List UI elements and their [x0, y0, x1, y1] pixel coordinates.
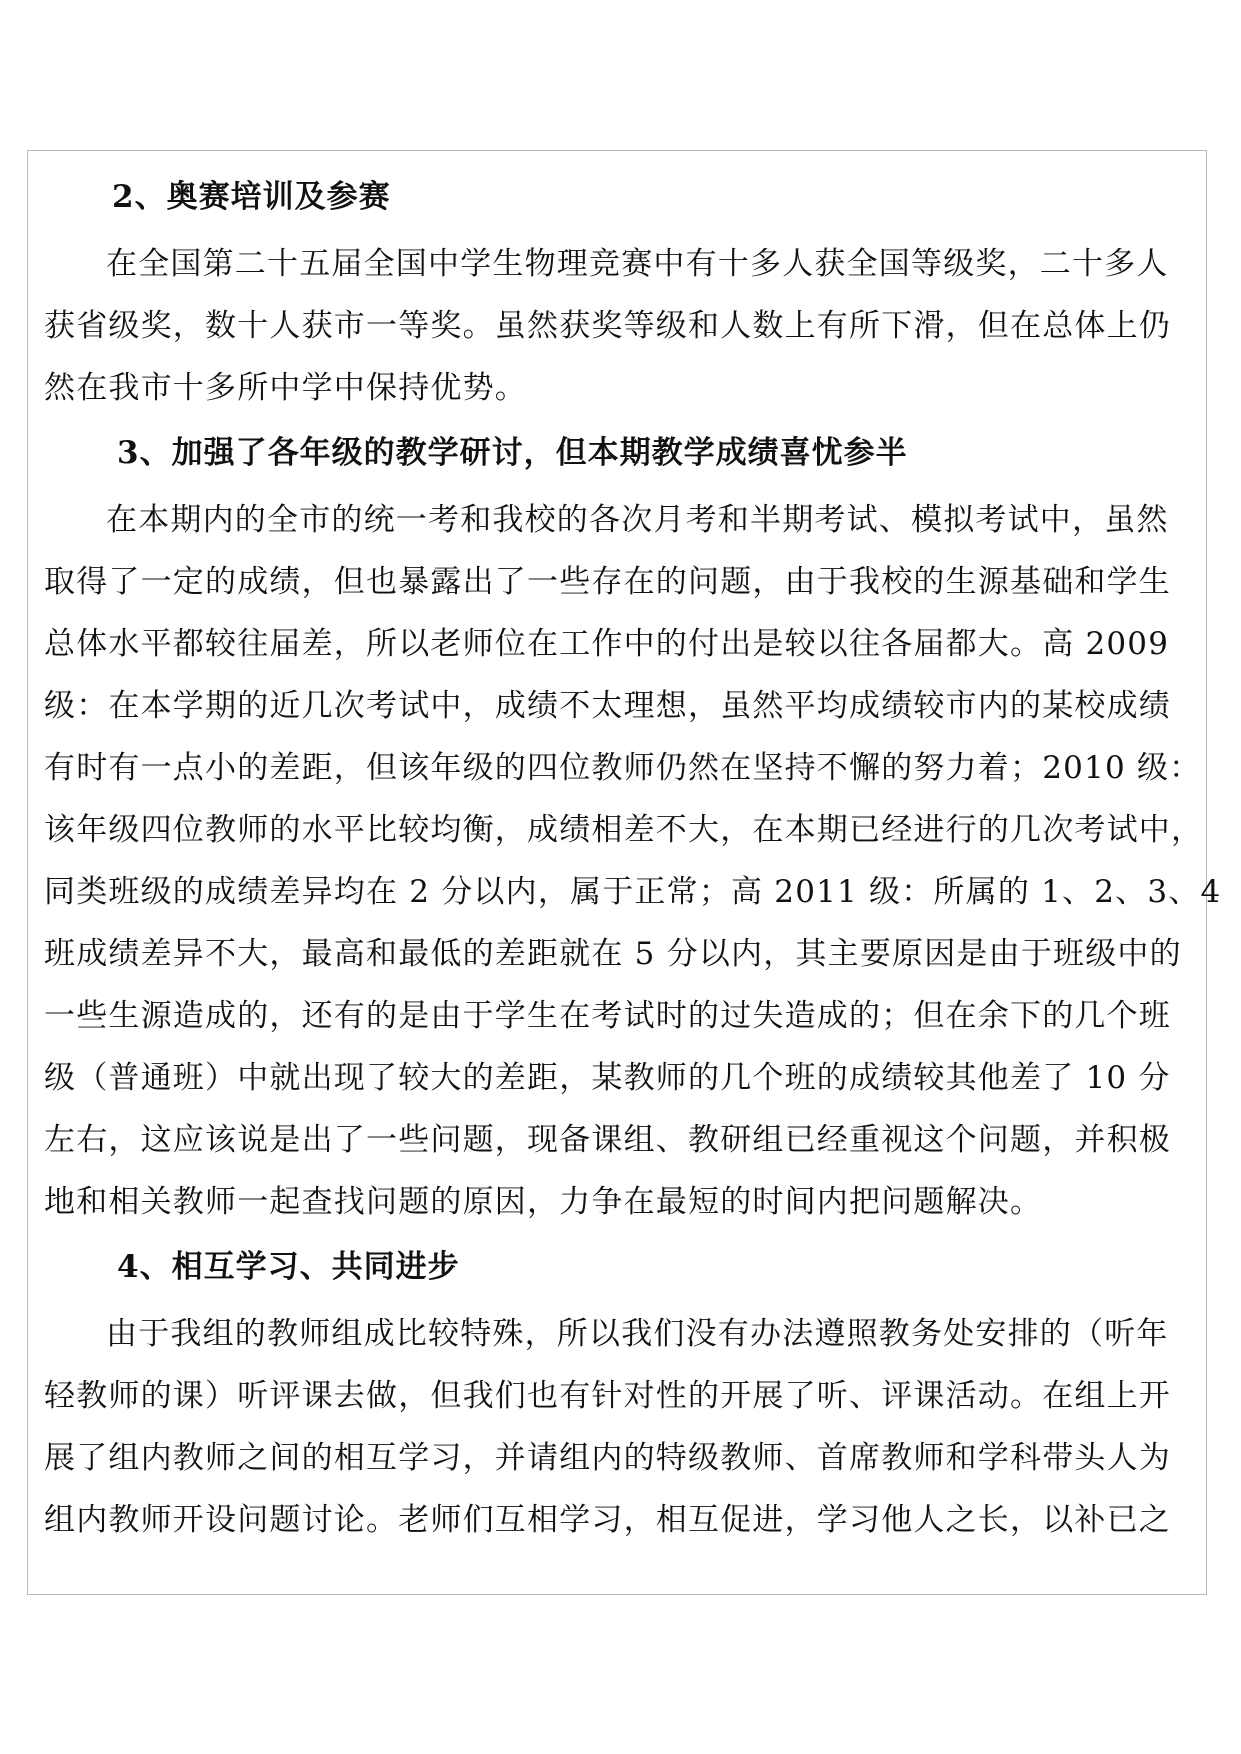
- paragraph-line: 左右，这应该说是出了一些问题，现备课组、教研组已经重视这个问题，并积极: [44, 1122, 1171, 1158]
- paragraph-line: 同类班级的成绩差异均在 2 分以内，属于正常；高 2011 级：所属的 1、2、3、4: [44, 874, 1222, 910]
- paragraph-line: 级：在本学期的近几次考试中，成绩不太理想，虽然平均成绩较市内的某校成绩: [44, 688, 1171, 724]
- paragraph-line: 在全国第二十五届全国中学生物理竞赛中有十多人获全国等级奖，二十多人: [106, 246, 1169, 282]
- paragraph-line: 有时有一点小的差距，但该年级的四位教师仍然在坚持不懈的努力着；2010 级：: [44, 750, 1202, 786]
- section-heading-4: 4、相互学习、共同进步: [117, 1249, 460, 1285]
- paragraph-line: 在本期内的全市的统一考和我校的各次月考和半期考试、模拟考试中，虽然: [106, 502, 1169, 538]
- paragraph-line: 地和相关教师一起查找问题的原因，力争在最短的时间内把问题解决。: [44, 1184, 1043, 1220]
- paragraph-line: 一些生源造成的，还有的是由于学生在考试时的过失造成的；但在余下的几个班: [44, 998, 1171, 1034]
- paragraph-line: 组内教师开设问题讨论。老师们互相学习，相互促进，学习他人之长，以补已之: [44, 1502, 1171, 1538]
- paragraph-line: 然在我市十多所中学中保持优势。: [44, 370, 527, 406]
- paragraph-line: 由于我组的教师组成比较特殊，所以我们没有办法遵照教务处安排的（听年: [106, 1316, 1169, 1352]
- section-heading-2: 2、奥赛培训及参赛: [112, 179, 391, 215]
- paragraph-line: 该年级四位教师的水平比较均衡，成绩相差不大，在本期已经进行的几次考试中，: [44, 812, 1204, 848]
- paragraph-line: 取得了一定的成绩，但也暴露出了一些存在的问题，由于我校的生源基础和学生: [44, 564, 1171, 600]
- paragraph-line: 展了组内教师之间的相互学习，并请组内的特级教师、首席教师和学科带头人为: [44, 1440, 1171, 1476]
- paragraph-line: 总体水平都较往届差，所以老师位在工作中的付出是较以往各届都大。高 2009: [44, 626, 1170, 662]
- paragraph-line: 级（普通班）中就出现了较大的差距，某教师的几个班的成绩较其他差了 10 分: [44, 1060, 1171, 1096]
- paragraph-line: 轻教师的课）听评课去做，但我们也有针对性的开展了听、评课活动。在组上开: [44, 1378, 1171, 1414]
- paragraph-line: 班成绩差异不大，最高和最低的差距就在 5 分以内，其主要原因是由于班级中的: [44, 936, 1182, 972]
- section-heading-3: 3、加强了各年级的教学研讨，但本期教学成绩喜忧参半: [117, 435, 908, 471]
- paragraph-line: 获省级奖，数十人获市一等奖。虽然获奖等级和人数上有所下滑，但在总体上仍: [44, 308, 1171, 344]
